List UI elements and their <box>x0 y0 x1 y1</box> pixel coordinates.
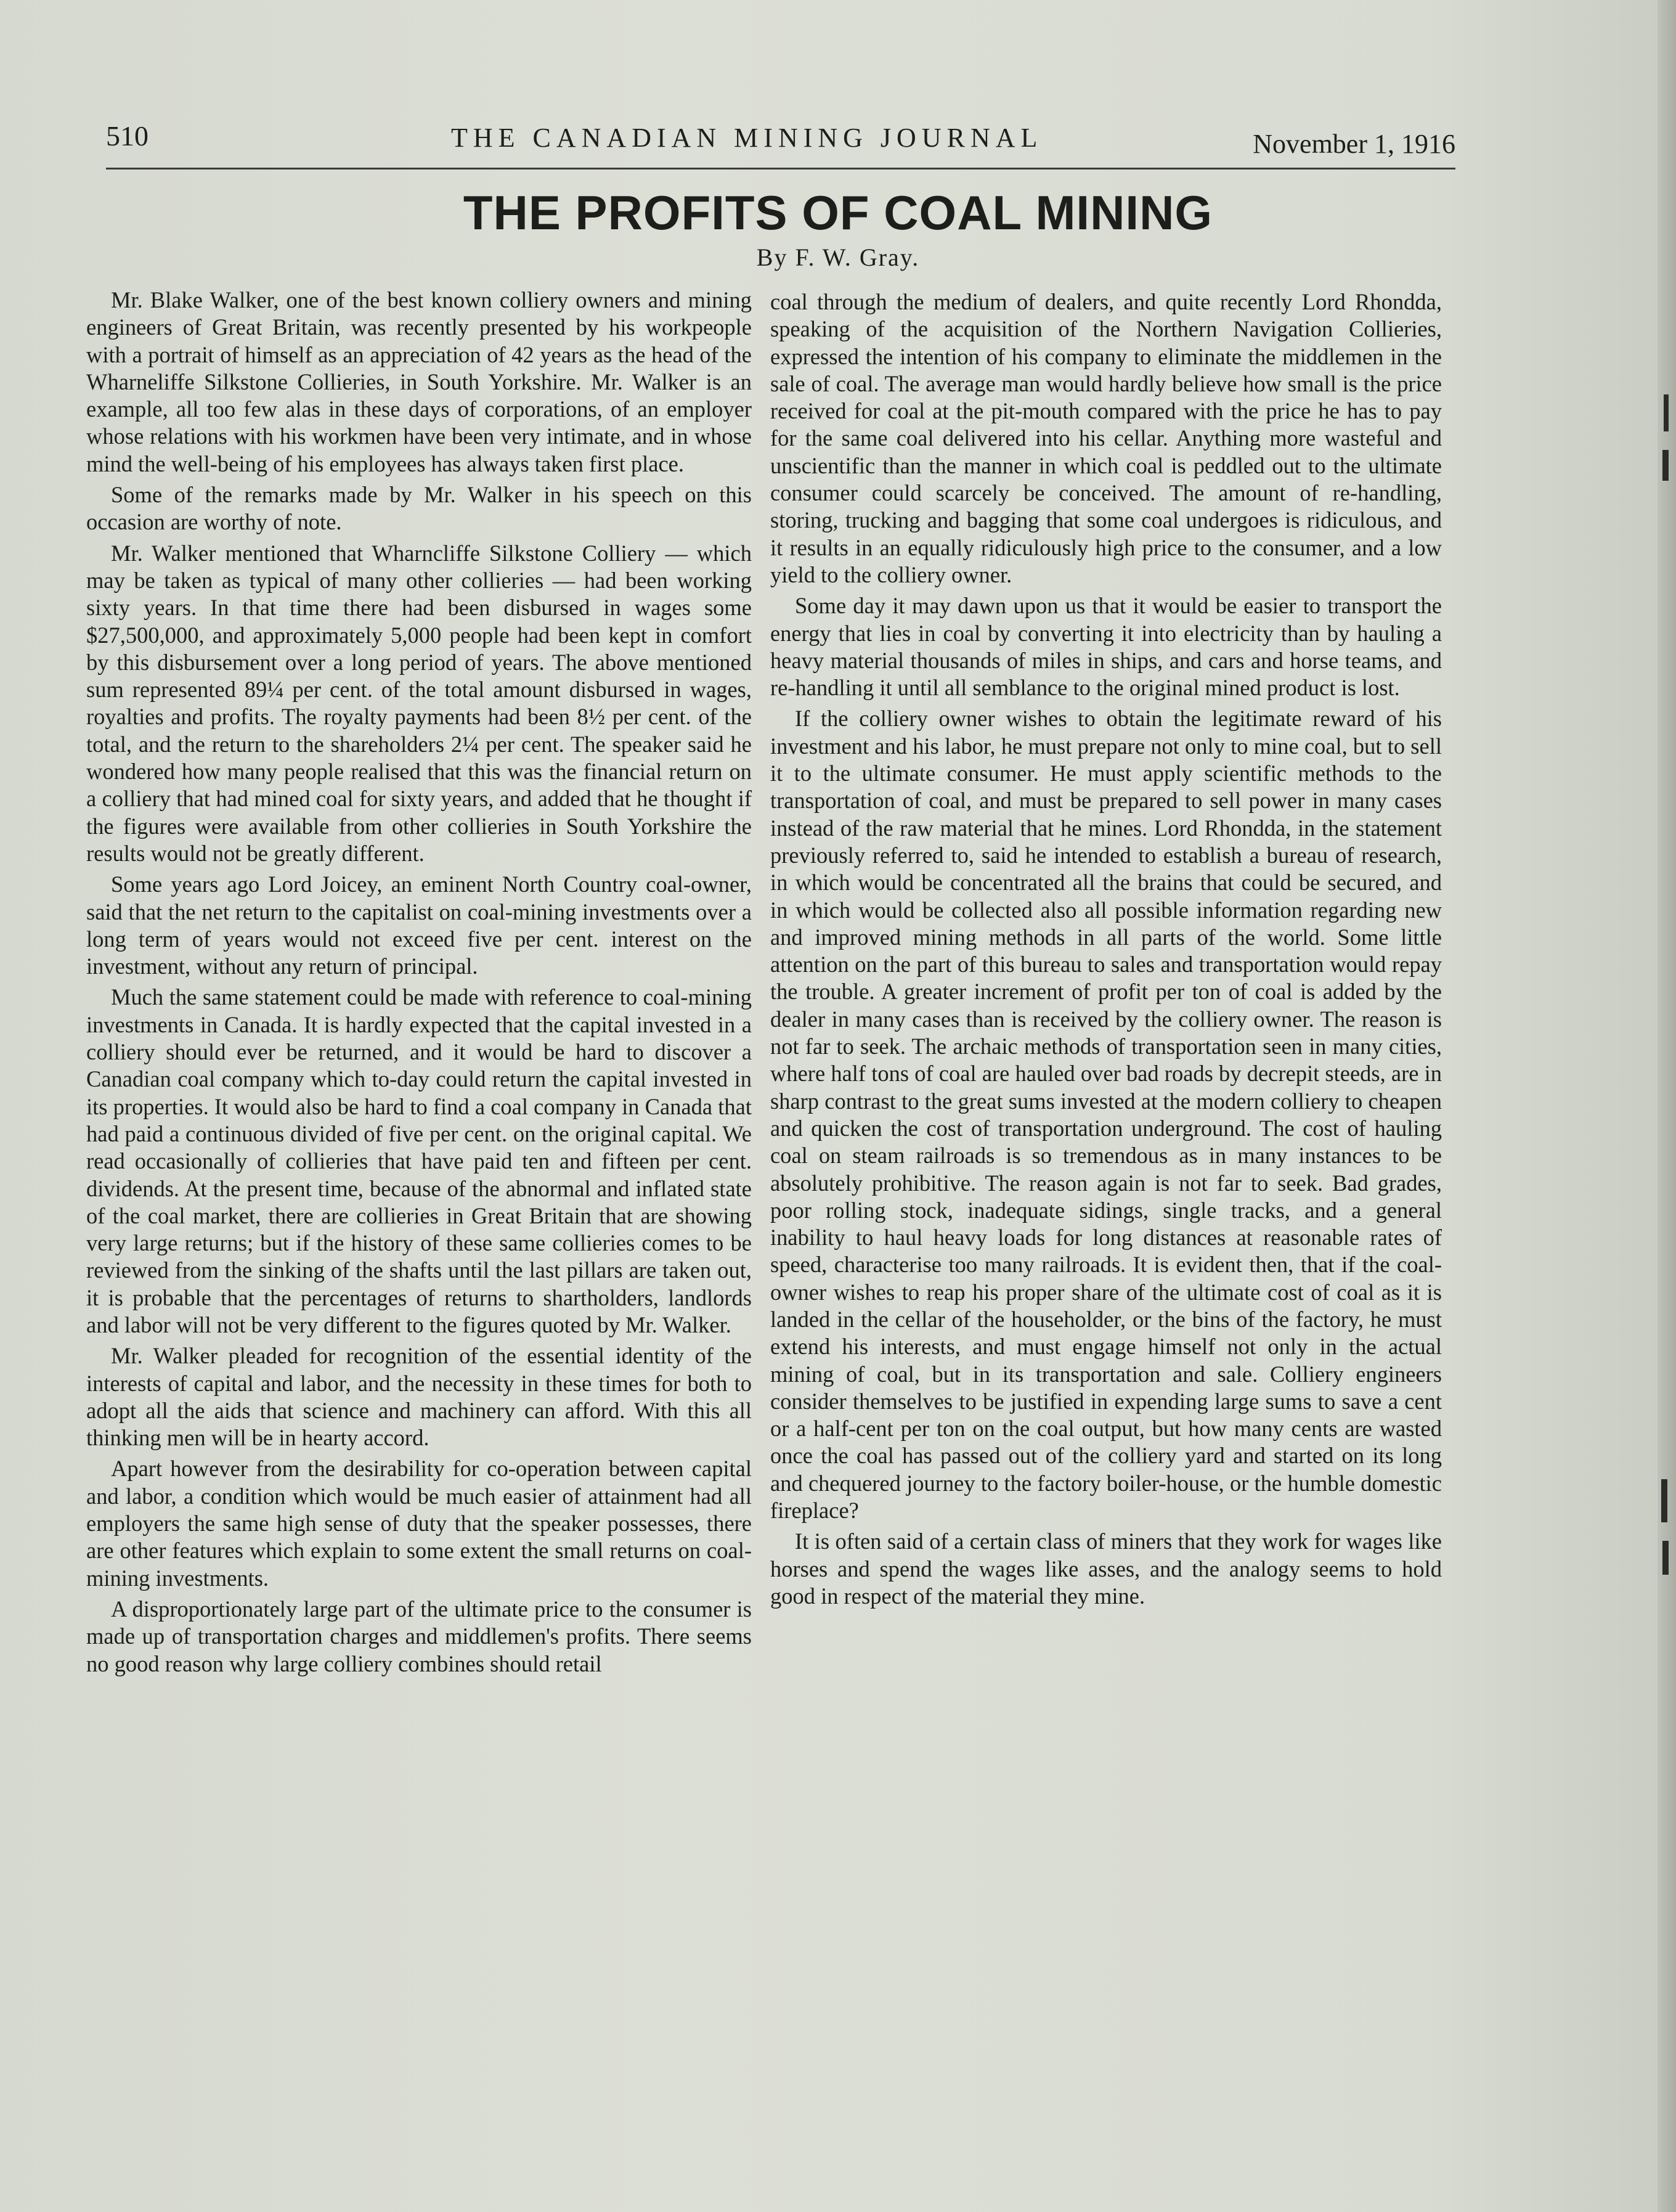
left-column <box>86 287 752 1681</box>
page-edge <box>1658 0 1676 2212</box>
paragraph: Some years ago Lord Joicey, an eminent North Country coal-owner, said that the net return to the capitalist on coal-mining investments over a long term of years would not exceed five per cent. interest on the investment, without any return of principal. <box>86 871 752 979</box>
journal-title: THE CANADIAN MINING JOURNAL <box>451 123 1043 153</box>
right-column <box>770 288 1442 1614</box>
paragraph: If the colliery owner wishes to obtain the legitimate reward of his investment and his labor, he must prepare not only to mine coal, but to sell it to the ultimate consumer. He must apply scientific methods to the transportation of coal, and must be prepared to sell power in many cases instead of the raw material that he mines. Lord Rhondda, in the statement previously referred to, said he intended to establish a bureau of research, in which would be concentrated all the brains that could be secured, and in which would be collected also all possible information regarding new and improved mining methods in all parts of the world. Some little attention on the part of this bureau to sales and transportation would repay the trouble. A greater increment of profit per ton of coal is added by the dealer in many cases than is received by the colliery owner. The reason is not far to seek. The archaic methods of transportation seen in many cities, where half tons of coal are hauled over bad roads by decrepit steeds, are in sharp contrast to the great sums invested at the modern colliery to cheapen and quicken the cost of transportation underground. The cost of hauling coal on steam railroads is so tremendous as in many instances to be absolutely prohibitive. The reason again is not far to seek. Bad grades, poor rolling stock, inadequate sidings, single tracks, and a general inability to haul heavy loads for long distances at reasonable rates of speed, characterise too many railroads. It is evident then, that if the coal-owner wishes to reap his proper share of the ultimate cost of coal as it is landed in the cellar of the householder, or the bins of the factory, he must extend his interests, and must engage himself not only in the actual mining of coal, but in its transportation and sale. Colliery engineers consider themselves to be justified in expending large sums to save a cent or a half-cent per ton on the coal output, but how many cents are wasted once the coal has passed out of the colliery yard and started on its long and chequered journey to the factory boiler-house, or the humble domestic fireplace? <box>770 706 1442 1524</box>
page-number: 510 <box>106 120 148 152</box>
margin-mark <box>1662 1541 1669 1575</box>
margin-mark <box>1662 450 1669 481</box>
paragraph: Some day it may dawn upon us that it would be easier to transport the energy that lies in coal by converting it into electricity than by hauling a heavy material thousands of miles in ships, and cars and horse teams, and re-handling it until all semblance to the original mined product is lost. <box>770 593 1442 701</box>
paragraph: Mr. Blake Walker, one of the best known colliery owners and mining engineers of Great Britain, was recently presented by his workpeople with a portrait of himself as an appreciation of 42 years as the head of the Wharneliffe Silkstone Collieries, in South Yorkshire. Mr. Walker is an example, all too few alas in these days of corporations, of an employer whose relations with his workmen have been very intimate, and in whose mind the well-being of his employees has always taken first place. <box>86 287 752 476</box>
article-byline: By F. W. Gray. <box>756 243 920 271</box>
paragraph: Apart however from the desirability for co-operation between capital and labor, a condition which would be much easier of attainment had all employers the same high sense of duty that the speaker possesses, there are other features which explain to some extent the small returns on coal-mining investments. <box>86 1456 752 1591</box>
margin-mark <box>1661 1479 1667 1522</box>
paragraph: Much the same statement could be made with reference to coal-mining investments in Canada. It is hardly expected that the capital invested in a colliery should ever be returned, and it would be hard to discover a Canadian coal company which to-day could return the capital invested in its properties. It would also be hard to find a coal company in Canada that had paid a continuous divided of five per cent. on the original capital. We read occasionally of collieries that have paid ten and fifteen per cent. dividends. At the present time, because of the abnormal and inflated state of the coal market, there are collieries in Great Britain that are showing very large returns; but if the history of these same collieries comes to be reviewed from the sinking of the shafts until the last pillars are taken out, it is probable that the percentages of returns to shartholders, landlords and labor will not be very different to the figures quoted by Mr. Walker. <box>86 984 752 1337</box>
paragraph: Mr. Walker pleaded for recognition of the essential identity of the interests of capital and labor, and the necessity in these times for both to adopt all the aids that science and machinery can afford. With this all thinking men will be in hearty accord. <box>86 1343 752 1451</box>
margin-mark <box>1664 394 1669 431</box>
issue-date: November 1, 1916 <box>1253 129 1455 159</box>
paragraph: Mr. Walker mentioned that Wharncliffe Silkstone Colliery — which may be taken as typical of many other collieries — had been working sixty years. In that time there had been disbursed in wages some $27,500,000, and approximately 5,000 people had been kept in comfort by this disbursement over a long period of years. The above mentioned sum represented 89¼ per cent. of the total amount disbursed in wages, royalties and profits. The royalty payments had been 8½ per cent. of the total, and the return to the shareholders 2¼ per cent. The speaker said he wondered how many people realised that this was the financial return on a colliery that had mined coal for sixty years, and added that he thought if the figures were available from other collieries in South Yorkshire the results would not be greatly different. <box>86 540 752 866</box>
paragraph-continuation: coal through the medium of dealers, and quite recently Lord Rhondda, speaking of the acquisition of the Northern Navigation Collieries, expressed the intention of his company to eliminate the middlemen in the sale of coal. The average man would hardly believe how small is the price received for coal at the pit-mouth compared with the price he has to pay for the same coal delivered into his cellar. Anything more wasteful and unscientific than the manner in which coal is peddled out to the ultimate consumer could scarcely be conceived. The amount of re-handling, storing, trucking and bagging that some coal undergoes is ridiculous, and it results in an equally ridiculously high price to the consumer, and a low yield to the colliery owner. <box>770 289 1442 587</box>
paragraph: It is often said of a certain class of miners that they work for wages like horses and spend the wages like asses, and the analogy seems to hold good in respect of the material they mine. <box>770 1528 1442 1609</box>
running-header <box>106 117 1455 169</box>
paragraph: Some of the remarks made by Mr. Walker in his speech on this occasion are worthy of note. <box>86 482 752 535</box>
article-title: THE PROFITS OF COAL MINING <box>463 186 1213 240</box>
paragraph: A disproportionately large part of the ultimate price to the consumer is made up of transportation charges and middlemen's profits. There seems no good reason why large colliery combines should retail <box>86 1596 752 1676</box>
